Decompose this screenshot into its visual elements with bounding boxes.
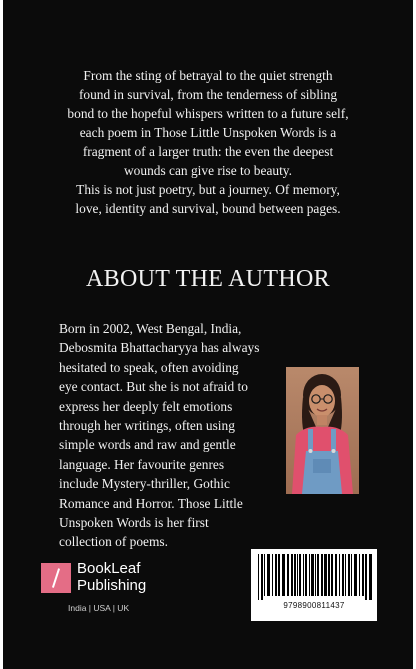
barcode-bar [267,554,270,596]
author-bio [59,319,289,552]
bio-line: include Mystery-thriller, Gothic [59,476,230,492]
barcode-bar [261,554,263,600]
blurb-line: wounds can give rise to beauty. [124,163,292,178]
barcode-bar [328,554,330,596]
publisher-name-line2: Publishing [77,577,147,594]
about-the-author-heading: ABOUT THE AUTHOR [86,266,330,292]
blurb-line: bond to the hopeful whispers written to a future self, [67,106,349,121]
barcode-bar [294,554,296,596]
barcode-bar [369,554,372,600]
bookleaf-slash-icon [41,563,71,593]
bio-line: Romance and Horror. Those Little [59,495,243,511]
blurb-line: found in survival, from the tenderness of sibling [78,87,338,102]
barcode-bar [339,554,340,596]
isbn-barcode [251,549,377,621]
bio-line: Unspoken Words is her first [59,515,209,531]
barcode-bar [342,554,344,596]
barcode-bar [278,554,280,596]
bio-line: through her writings, often using [59,418,235,434]
barcode-bars [256,554,372,600]
barcode-bar [324,554,327,596]
barcode-bar [264,554,265,596]
book-blurb [33,66,383,218]
barcode-bar [287,554,289,596]
barcode-bar [282,554,285,596]
isbn-number: 9798900811437 [283,601,345,610]
barcode-bar [317,554,319,596]
bio-line: hesitated to speak, often avoiding [59,359,239,375]
bio-line: express her deeply felt emotions [59,398,233,414]
barcode-bar [291,554,293,596]
barcode-bar [335,554,337,596]
barcode-bar [321,554,323,596]
publisher-regions: India | USA | UK [68,603,130,613]
blurb-line: love, identity and survival, bound between pages. [75,201,341,216]
barcode-bar [362,554,364,596]
barcode-bar [351,554,352,596]
barcode-bar [309,554,310,596]
barcode-bar [303,554,304,596]
bio-line: Debosmita Bhattacharyya has always [59,340,260,356]
barcode-bar [275,554,277,596]
barcode-bar [345,554,346,596]
barcode-bar [365,554,367,600]
barcode-bar [299,554,301,596]
blurb-line: fragment of a larger truth: the even the deepest [82,144,334,159]
author-photo [286,367,359,494]
barcode-bar [297,554,298,596]
barcode-bar [331,554,333,596]
barcode-bar [311,554,314,596]
bio-line: language. Her favourite genres [59,456,225,472]
publisher-name-line1: BookLeaf [77,560,141,577]
barcode-bar [354,554,357,596]
bio-line: collection of poems. [59,534,168,550]
author-portrait-illustration [286,367,359,494]
barcode-bar [348,554,350,596]
publisher-name [77,560,146,594]
back-cover [3,0,413,669]
blurb-line: From the sting of betrayal to the quiet strength [83,68,333,83]
blurb-line: This is not just poetry, but a journey. Of memory, [76,182,340,197]
bio-line: Born in 2002, West Bengal, India, [59,321,242,336]
blurb-line: each poem in Those Little Unspoken Words is a [79,125,337,140]
bio-line: eye contact. But she is not afraid to [59,379,248,395]
barcode-bar [315,554,316,596]
bio-line: simple words and raw and gentle [59,437,236,453]
barcode-bar [359,554,360,596]
barcode-bar [258,554,259,600]
barcode-bar [305,554,307,596]
barcode-bar [272,554,273,596]
